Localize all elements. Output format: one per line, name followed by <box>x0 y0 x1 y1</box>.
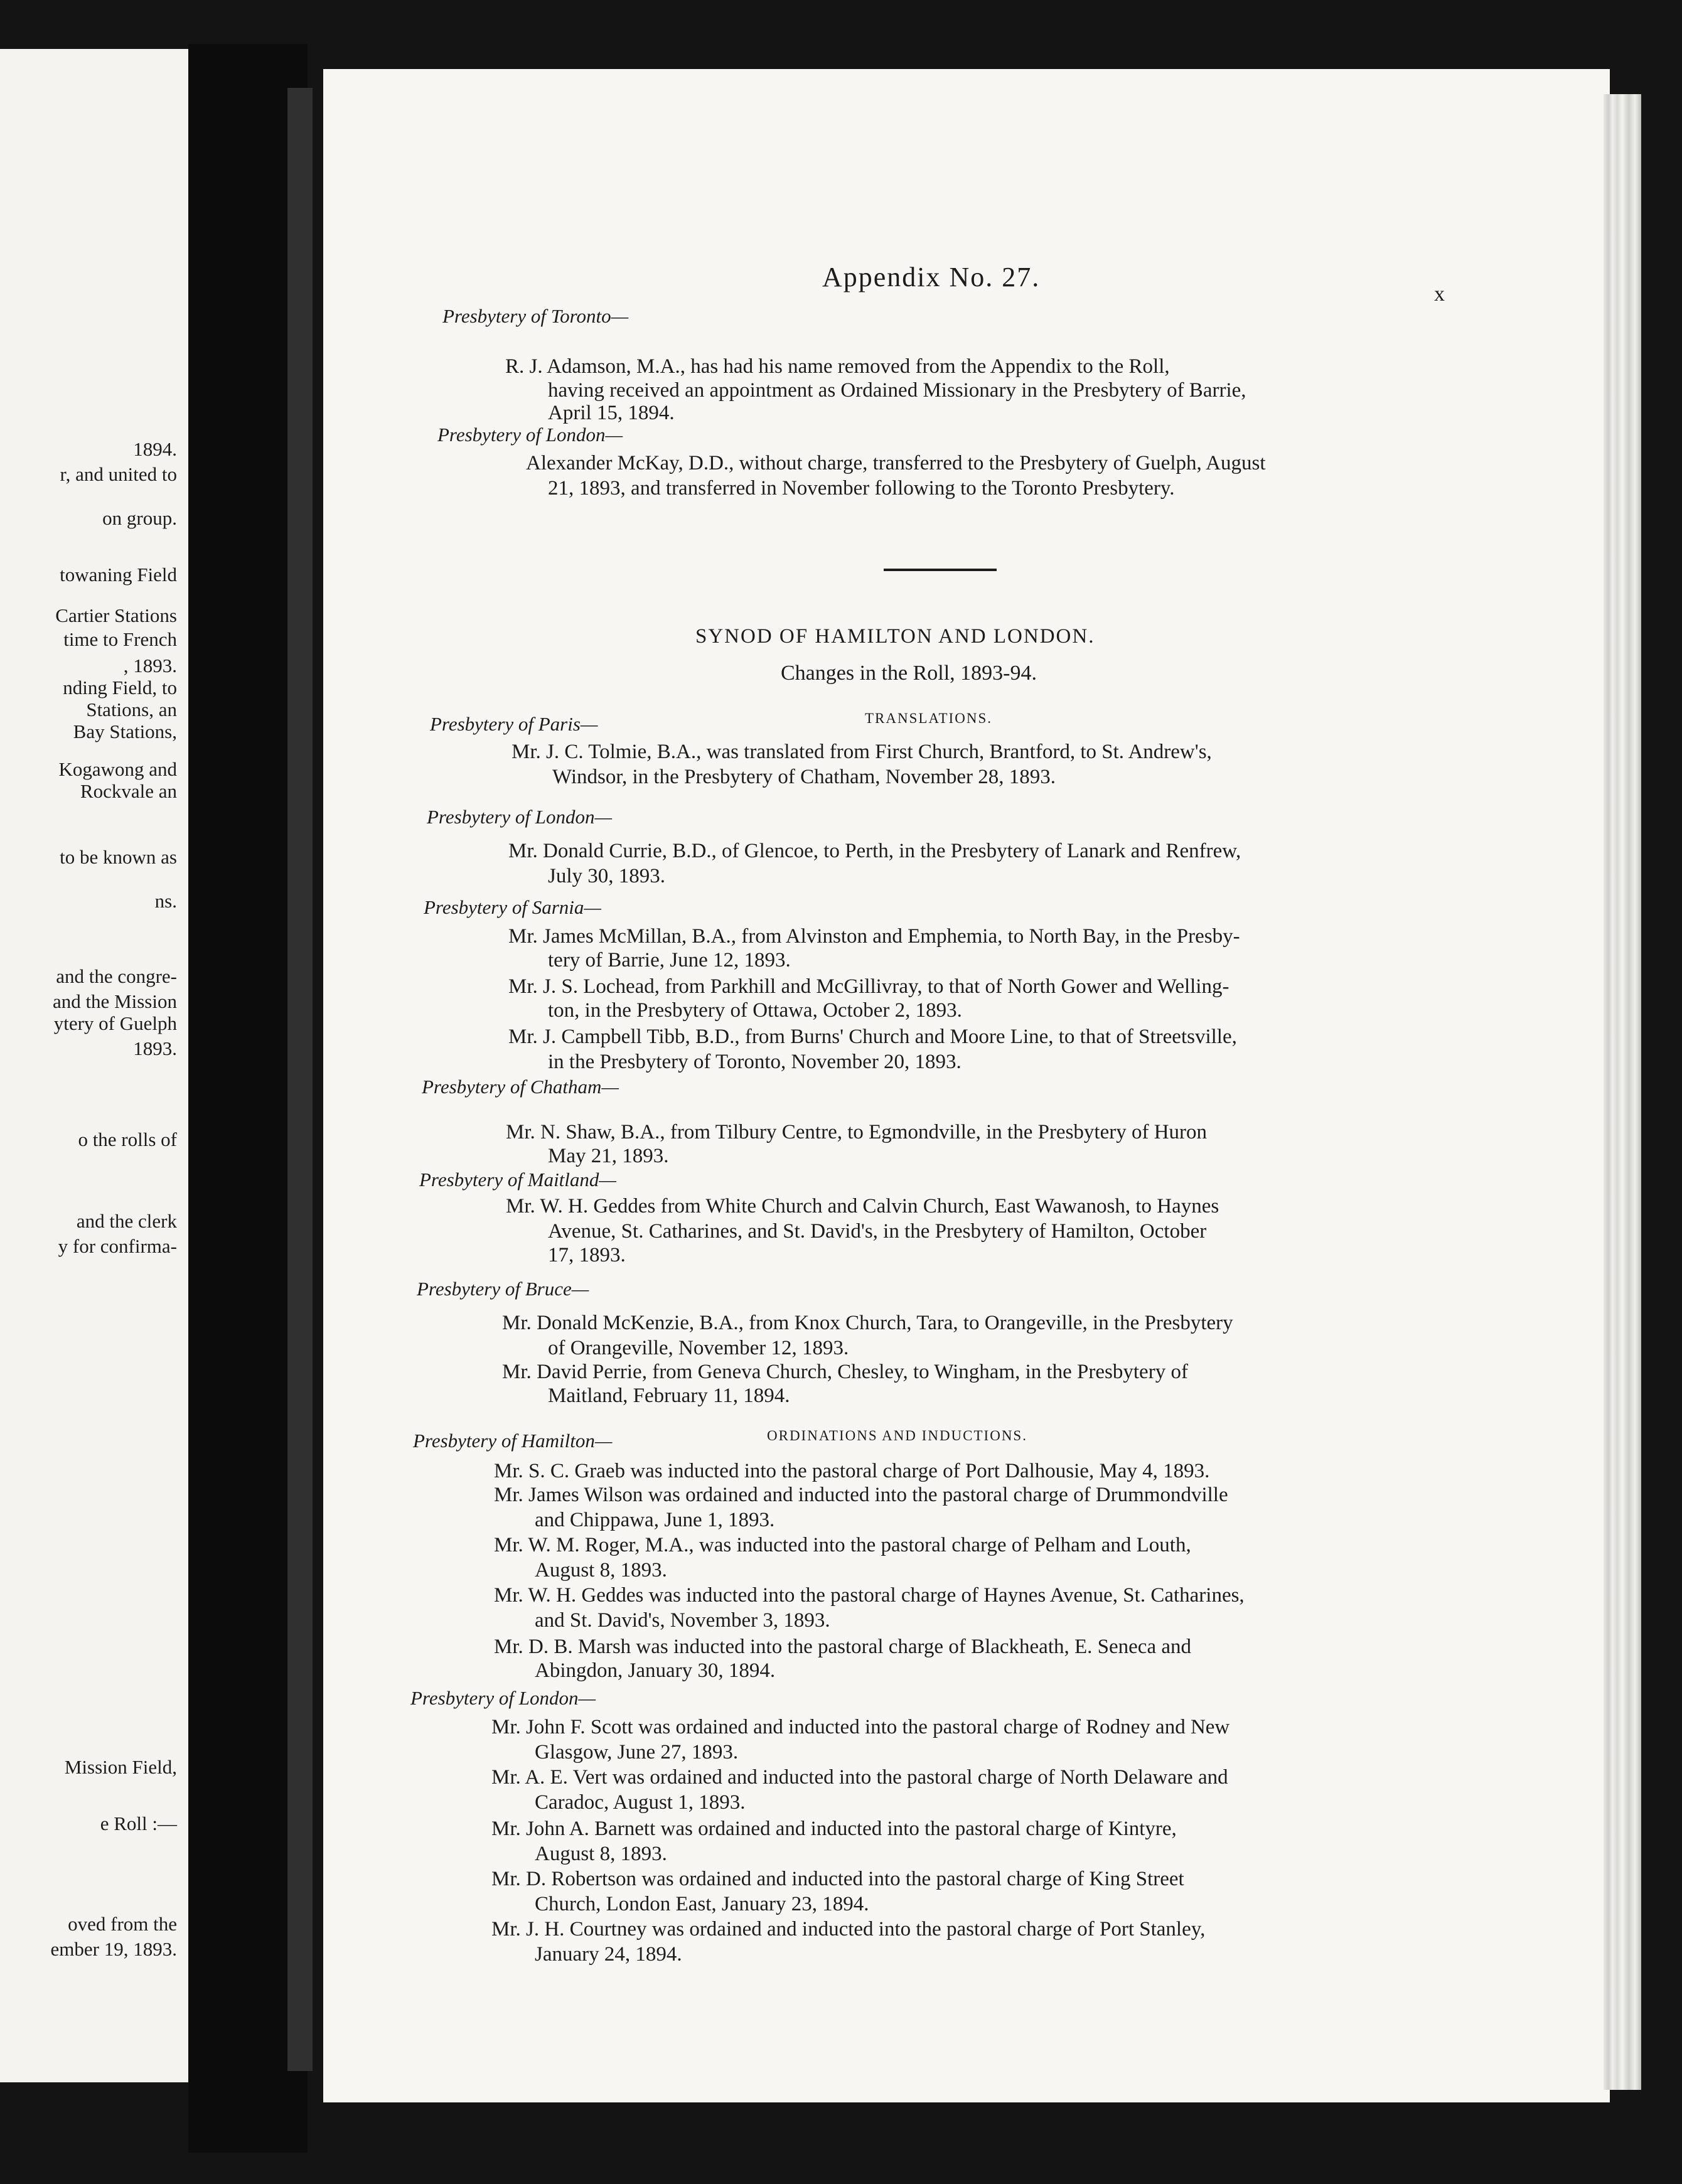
presbytery-heading: Presbytery of London— <box>427 806 613 828</box>
left-page-line: on group. <box>102 507 177 529</box>
presbytery-heading: Presbytery of Chatham— <box>422 1076 619 1098</box>
left-page-line: and the congre- <box>56 965 177 987</box>
entry-line: Mr. S. C. Graeb was inducted into the pastoral charge of Port Dalhousie, May 4, 1893. <box>494 1460 1210 1482</box>
entry-line: ton, in the Presbytery of Ottawa, October 2, 1893. <box>548 999 962 1022</box>
presbytery-heading: Presbytery of Maitland— <box>419 1169 616 1191</box>
presbytery-heading: Presbytery of London— <box>437 424 623 446</box>
left-page-line: ns. <box>154 890 177 912</box>
entry-line: of Orangeville, November 12, 1893. <box>548 1337 849 1359</box>
presbytery-heading: Presbytery of Toronto— <box>442 305 629 327</box>
entry-line: April 15, 1894. <box>548 402 675 424</box>
left-page-line: and the Mission <box>52 990 177 1012</box>
left-page-line: , 1893. <box>123 655 177 677</box>
left-page-line: y for confirma- <box>58 1235 177 1257</box>
presbytery-heading: Presbytery of Paris— <box>430 713 598 735</box>
entry-line: Mr. J. C. Tolmie, B.A., was translated from First Church, Brantford, to St. Andrew's, <box>512 741 1212 763</box>
entry-line: Glasgow, June 27, 1893. <box>535 1741 739 1764</box>
left-page-line: Rockvale an <box>80 780 177 802</box>
translations-heading: TRANSLATIONS. <box>865 710 992 726</box>
page-stack-edge <box>1604 94 1641 2090</box>
entry-line: Alexander McKay, D.D., without charge, transferred to the Presbytery of Guelph, August <box>526 452 1266 474</box>
left-page-line: e Roll :— <box>100 1812 177 1834</box>
left-page-line: oved from the <box>68 1913 177 1935</box>
entry-line: 17, 1893. <box>548 1244 626 1266</box>
presbytery-heading: Presbytery of London— <box>410 1687 596 1709</box>
left-page-line: and the clerk <box>76 1210 177 1232</box>
entry-line: Maitland, February 11, 1894. <box>548 1384 790 1407</box>
ordinations-heading: ORDINATIONS AND INDUCTIONS. <box>767 1428 1027 1443</box>
entry-line: Mr. Donald Currie, B.D., of Glencoe, to Perth, in the Presbytery of Lanark and Renfrew, <box>508 840 1241 862</box>
entry-line: 21, 1893, and transferred in November following to the Toronto Presbytery. <box>548 477 1175 500</box>
entry-line: Mr. James McMillan, B.A., from Alvinston and Emphemia, to North Bay, in the Presby- <box>508 925 1240 948</box>
entry-line: January 24, 1894. <box>535 1943 682 1966</box>
entry-line: August 8, 1893. <box>535 1559 667 1582</box>
page-number: x <box>1434 282 1445 306</box>
entry-line: Avenue, St. Catharines, and St. David's, in the Presbytery of Hamilton, October <box>548 1220 1207 1243</box>
left-page-line: ember 19, 1893. <box>50 1938 177 1960</box>
presbytery-heading: Presbytery of Sarnia— <box>424 896 601 918</box>
entry-line: Mr. D. Robertson was ordained and inducted into the pastoral charge of King Street <box>491 1868 1184 1890</box>
entry-line: and Chippawa, June 1, 1893. <box>535 1509 775 1531</box>
entry-line: July 30, 1893. <box>548 865 666 887</box>
entry-line: Mr. W. H. Geddes from White Church and Calvin Church, East Wawanosh, to Haynes <box>506 1195 1219 1218</box>
left-page-line: Kogawong and <box>58 758 177 780</box>
presbytery-heading: Presbytery of Bruce— <box>417 1278 589 1300</box>
left-page-line: Mission Field, <box>64 1756 177 1778</box>
left-page-line: towaning Field <box>60 564 177 586</box>
presbytery-heading: Presbytery of Hamilton— <box>413 1430 613 1452</box>
entry-line: Mr. David Perrie, from Geneva Church, Chesley, to Wingham, in the Presbytery of <box>502 1361 1188 1383</box>
entry-line: Mr. A. E. Vert was ordained and inducted into the pastoral charge of North Delaware and <box>491 1766 1228 1789</box>
entry-line: Windsor, in the Presbytery of Chatham, November 28, 1893. <box>552 766 1056 788</box>
entry-line: R. J. Adamson, M.A., has had his name removed from the Appendix to the Roll, <box>505 355 1170 378</box>
entry-line: and St. David's, November 3, 1893. <box>535 1609 830 1632</box>
entry-line: Mr. J. Campbell Tibb, B.D., from Burns' Church and Moore Line, to that of Streetsville, <box>508 1025 1237 1048</box>
entry-line: Mr. J. H. Courtney was ordained and inducted into the pastoral charge of Port Stanley, <box>491 1918 1206 1940</box>
entry-line: Mr. J. S. Lochead, from Parkhill and McGillivray, to that of North Gower and Welling- <box>508 975 1229 998</box>
left-page-line: 1893. <box>133 1037 177 1059</box>
entry-line: in the Presbytery of Toronto, November 20, 1893. <box>548 1051 962 1073</box>
left-page-line: r, and united to <box>60 463 177 485</box>
left-page-line: Stations, an <box>86 699 177 720</box>
entry-line: May 21, 1893. <box>548 1145 669 1167</box>
entry-line: Mr. D. B. Marsh was inducted into the pastoral charge of Blackheath, E. Seneca and <box>494 1635 1191 1658</box>
entry-line: Mr. John F. Scott was ordained and inducted into the pastoral charge of Rodney and New <box>491 1716 1230 1738</box>
left-facing-page <box>0 49 188 2082</box>
entry-line: Church, London East, January 23, 1894. <box>535 1893 869 1915</box>
left-page-line: 1894. <box>133 438 177 460</box>
section-divider <box>884 569 997 571</box>
entry-line: August 8, 1893. <box>535 1843 667 1865</box>
entry-line: Abingdon, January 30, 1894. <box>535 1659 776 1682</box>
gutter-shadow <box>287 88 313 2071</box>
entry-line: having received an appointment as Ordained Missionary in the Presbytery of Barrie, <box>548 379 1246 402</box>
left-page-line: ytery of Guelph <box>53 1012 177 1034</box>
left-page-line: o the rolls of <box>78 1128 177 1150</box>
entry-line: Mr. W. H. Geddes was inducted into the pastoral charge of Haynes Avenue, St. Catharines, <box>494 1584 1245 1607</box>
synod-subtitle: Changes in the Roll, 1893-94. <box>781 661 1037 685</box>
entry-line: Mr. W. M. Roger, M.A., was inducted into the pastoral charge of Pelham and Louth, <box>494 1534 1191 1556</box>
left-page-line: Cartier Stations <box>55 604 177 626</box>
entry-line: Mr. John A. Barnett was ordained and inducted into the pastoral charge of Kintyre, <box>491 1817 1177 1840</box>
entry-line: tery of Barrie, June 12, 1893. <box>548 949 791 972</box>
entry-line: Caradoc, August 1, 1893. <box>535 1791 746 1814</box>
entry-line: Mr. Donald McKenzie, B.A., from Knox Church, Tara, to Orangeville, in the Presbytery <box>502 1312 1233 1334</box>
left-page-line: Bay Stations, <box>73 720 177 742</box>
page-header: Appendix No. 27. <box>822 262 1041 292</box>
left-page-line: to be known as <box>60 846 177 868</box>
entry-line: Mr. N. Shaw, B.A., from Tilbury Centre, to Egmondville, in the Presbytery of Huron <box>506 1121 1208 1143</box>
left-page-line: nding Field, to <box>63 677 177 699</box>
synod-title: SYNOD OF HAMILTON AND LONDON. <box>695 625 1095 648</box>
entry-line: Mr. James Wilson was ordained and inducted into the pastoral charge of Drummondville <box>494 1484 1228 1506</box>
left-page-line: time to French <box>63 628 177 650</box>
